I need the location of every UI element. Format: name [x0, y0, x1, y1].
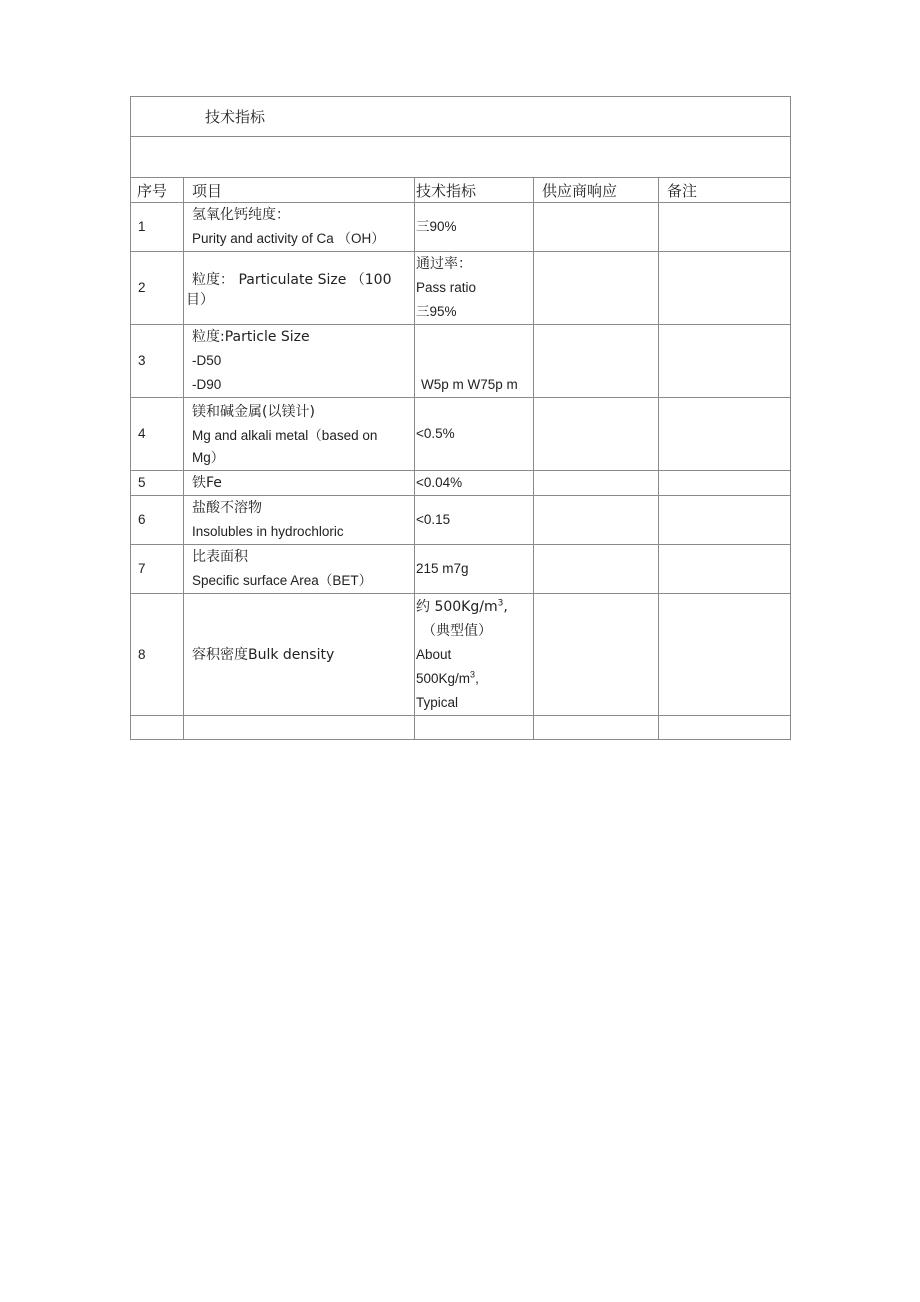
spec-cell: [415, 325, 534, 398]
item-cell: [184, 203, 415, 252]
supplier-cell[interactable]: [534, 594, 659, 716]
row-number: 6: [131, 496, 184, 545]
item-cell: [184, 545, 415, 594]
spec-line: 500Kg/m: [416, 670, 471, 686]
remark-cell[interactable]: [659, 203, 791, 252]
spec-line: <0.15: [416, 512, 451, 527]
spec-cell: [415, 398, 534, 471]
item-cell: [184, 398, 415, 471]
item-line: 铁Fe: [192, 475, 222, 491]
row-number: 7: [131, 545, 184, 594]
item-line: Purity and activity of Ca （OH）: [192, 231, 385, 246]
spec-cell: [415, 545, 534, 594]
item-line: -D50: [192, 353, 222, 368]
spec-line: Typical: [416, 694, 459, 710]
item-line: Insolubles in hydrochloric: [192, 524, 344, 539]
supplier-cell[interactable]: [534, 716, 659, 740]
spec-cell: [415, 594, 534, 716]
spec-line: <0.5%: [416, 426, 455, 441]
item-line: 盐酸不溶物: [192, 500, 262, 516]
remark-cell[interactable]: [659, 252, 791, 325]
remark-cell[interactable]: [659, 398, 791, 471]
item-cell: [184, 471, 415, 496]
remark-cell[interactable]: [659, 594, 791, 716]
item-line: Mg and alkali metal（based on: [192, 428, 378, 443]
item-line: 氢氧化钙纯度：: [192, 207, 290, 223]
item-line: 镁和碱金属(以镁计): [192, 404, 315, 420]
supplier-cell[interactable]: [534, 325, 659, 398]
supplier-cell[interactable]: [534, 496, 659, 545]
item-cell: [184, 325, 415, 398]
item-cell: [184, 594, 415, 716]
table-row: [131, 545, 791, 594]
item-line: 粒度： Particulate Size （100: [192, 272, 392, 288]
spec-sheet: [130, 96, 790, 740]
table-title: 技术指标: [131, 97, 791, 137]
header-remark: 备注: [659, 178, 791, 203]
table-row: [131, 594, 791, 716]
supplier-cell[interactable]: [534, 252, 659, 325]
row-number: 2: [131, 252, 184, 325]
item-line: -D90: [192, 377, 222, 392]
row-number: 8: [131, 594, 184, 716]
spec-line: About: [416, 646, 452, 662]
row-number: 4: [131, 398, 184, 471]
item-line: 目）: [186, 292, 214, 308]
item-cell: [184, 496, 415, 545]
header-supplier: 供应商响应: [534, 178, 659, 203]
spec-line: （典型值）: [422, 622, 492, 639]
supplier-cell[interactable]: [534, 398, 659, 471]
table-row: [131, 252, 791, 325]
table-row: [131, 203, 791, 252]
item-line: Specific surface Area（BET）: [192, 573, 373, 588]
item-cell: [184, 252, 415, 325]
spec-line: 215 m7g: [416, 561, 469, 576]
spec-cell: [415, 471, 534, 496]
empty-cell: [184, 716, 415, 740]
item-line: Mg）: [192, 450, 225, 465]
spec-line-with-unit: $500Kg/m^3$,: [416, 669, 479, 686]
spec-line: Pass ratio: [416, 280, 477, 295]
table-row: [131, 325, 791, 398]
blank-row: [131, 137, 791, 178]
table-row: [131, 398, 791, 471]
item-line: 粒度:Particle Size: [192, 329, 310, 345]
item-line: 容积密度Bulk density: [192, 646, 335, 663]
supplier-cell[interactable]: [534, 471, 659, 496]
row-number: 3: [131, 325, 184, 398]
header-row: [131, 178, 791, 203]
empty-cell: [131, 716, 184, 740]
remark-cell[interactable]: [659, 325, 791, 398]
spec-line: 通过率：: [416, 256, 472, 272]
spec-cell: [415, 496, 534, 545]
spec-line-with-unit: 约 $500Kg/m^3$,: [416, 597, 508, 615]
spec-cell: [415, 203, 534, 252]
remark-cell[interactable]: [659, 545, 791, 594]
remark-cell[interactable]: [659, 471, 791, 496]
table-row: [131, 496, 791, 545]
spec-line: W5p m W75p m: [421, 377, 518, 392]
spec-cell: [415, 252, 534, 325]
spec-line: 三95%: [416, 304, 457, 319]
spec-line: 约 500Kg/m: [416, 598, 498, 615]
item-line: 比表面积: [192, 549, 248, 565]
spec-table: [130, 96, 791, 740]
header-spec: 技术指标: [415, 178, 534, 203]
row-number: 1: [131, 203, 184, 252]
spec-line: 三90%: [416, 219, 457, 234]
supplier-cell[interactable]: [534, 545, 659, 594]
table-row: [131, 471, 791, 496]
header-item: 项目: [184, 178, 415, 203]
superscript: 3: [497, 597, 504, 608]
remark-cell[interactable]: [659, 496, 791, 545]
spec-line: <0.04%: [416, 475, 463, 490]
empty-row: [131, 716, 791, 740]
supplier-cell[interactable]: [534, 203, 659, 252]
header-no: 序号: [131, 178, 184, 203]
row-number: 5: [131, 471, 184, 496]
superscript: 3: [470, 669, 476, 679]
empty-cell: [415, 716, 534, 740]
remark-cell[interactable]: [659, 716, 791, 740]
